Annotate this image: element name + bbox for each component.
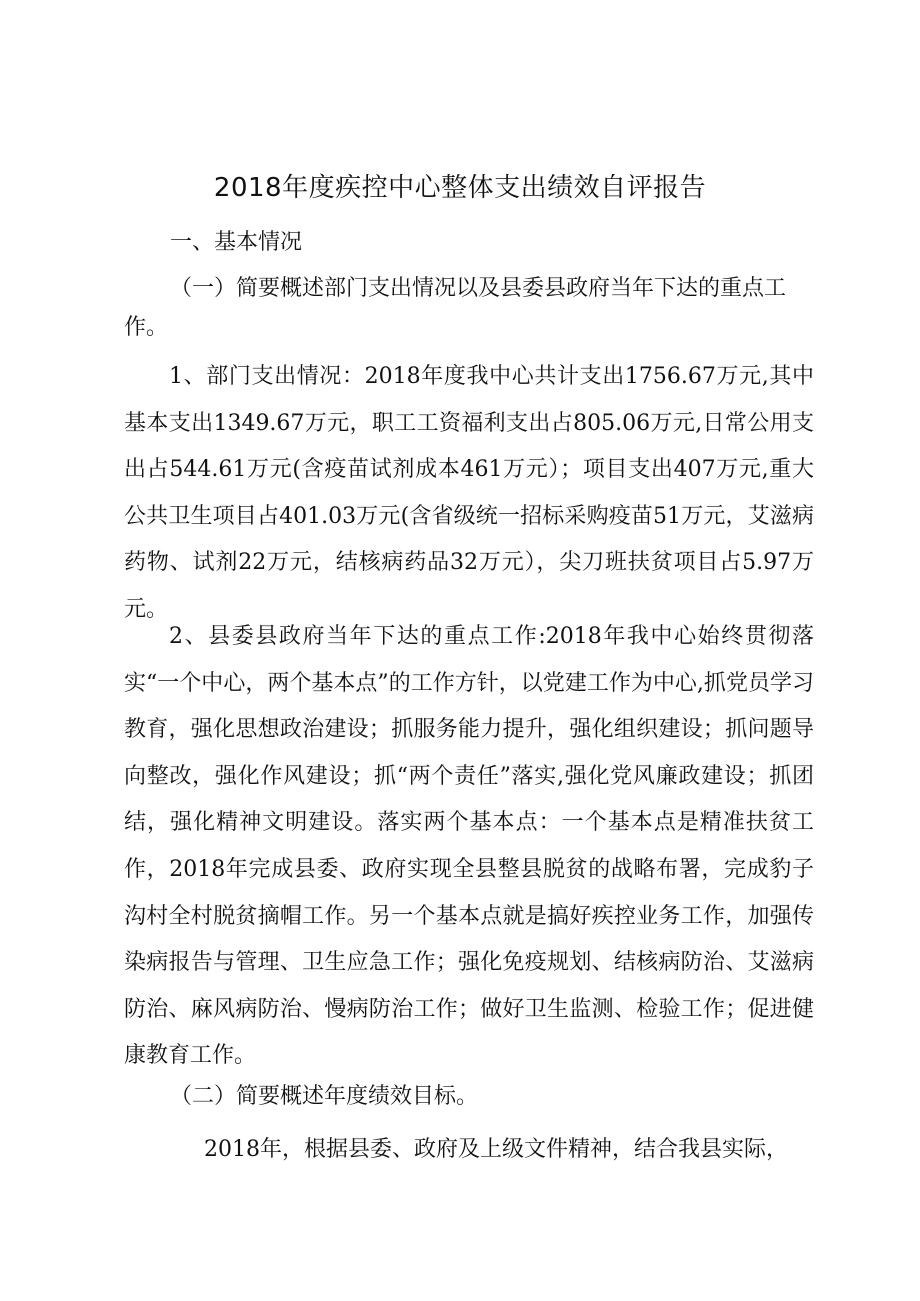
paragraph-key-work — [124, 614, 814, 1080]
paragraph-key-work-text: 2、县委县政府当年下达的重点工作:2018年我中心始终贯彻落实“一个中心，两个基本点”的工作方针，以党建工作为中心,抓党员学习教育，强化思想政治建设；抓服务能力提升，强化组织建设；抓问题导向整改，强化作风建设；抓“两个责任”落实,强化党风廉政建设；抓团结，强化精神文明建设。落实两个基本点：一个基本点是精准扶贫工作，2018年完成县委、政府实现全县整县脱贫的战略布署，完成豹子沟村全村脱贫摘帽工作。另一个基本点就是搞好疾控业务工作，加强传染病报告与管理、卫生应急工作；强化免疫规划、结核病防治、艾滋病防治、麻风病防治、慢病防治工作；做好卫生监测、检验工作；促进健康教育工作。 — [124, 624, 814, 1069]
subsection-heading-2: （二）简要概述年度绩效目标。 — [170, 1084, 479, 1109]
paragraph-department-expenditure-text: 1、部门支出情况：2018年度我中心共计支出1756.67万元,其中基本支出1349.67万元，职工工资福利支出占805.06万元,日常公用支出占544.61万元(含疫苗试剂成本461万元）；项目支出407万元,重大公共卫生项目占401.03万元(含省级统一招标采购疫苗51万元，艾滋病药物、试剂22万元，结核病药品32万元），尖刀班扶贫项目占5.97万元。 — [124, 364, 814, 622]
subsection-heading-1-line-1: （一）简要概述部门支出情况以及县委县政府当年下达的重点工 — [170, 276, 787, 301]
subsection-heading-1-line-2: 作。 — [124, 315, 169, 340]
document-title: 2018年度疾控中心整体支出绩效自评报告 — [213, 173, 707, 203]
section-heading-basic-info: 一、基本情况 — [170, 230, 303, 255]
paragraph-performance-goals: 2018年，根据县委、政府及上级文件精神，结合我县实际， — [204, 1137, 788, 1162]
paragraph-department-expenditure — [124, 354, 814, 634]
